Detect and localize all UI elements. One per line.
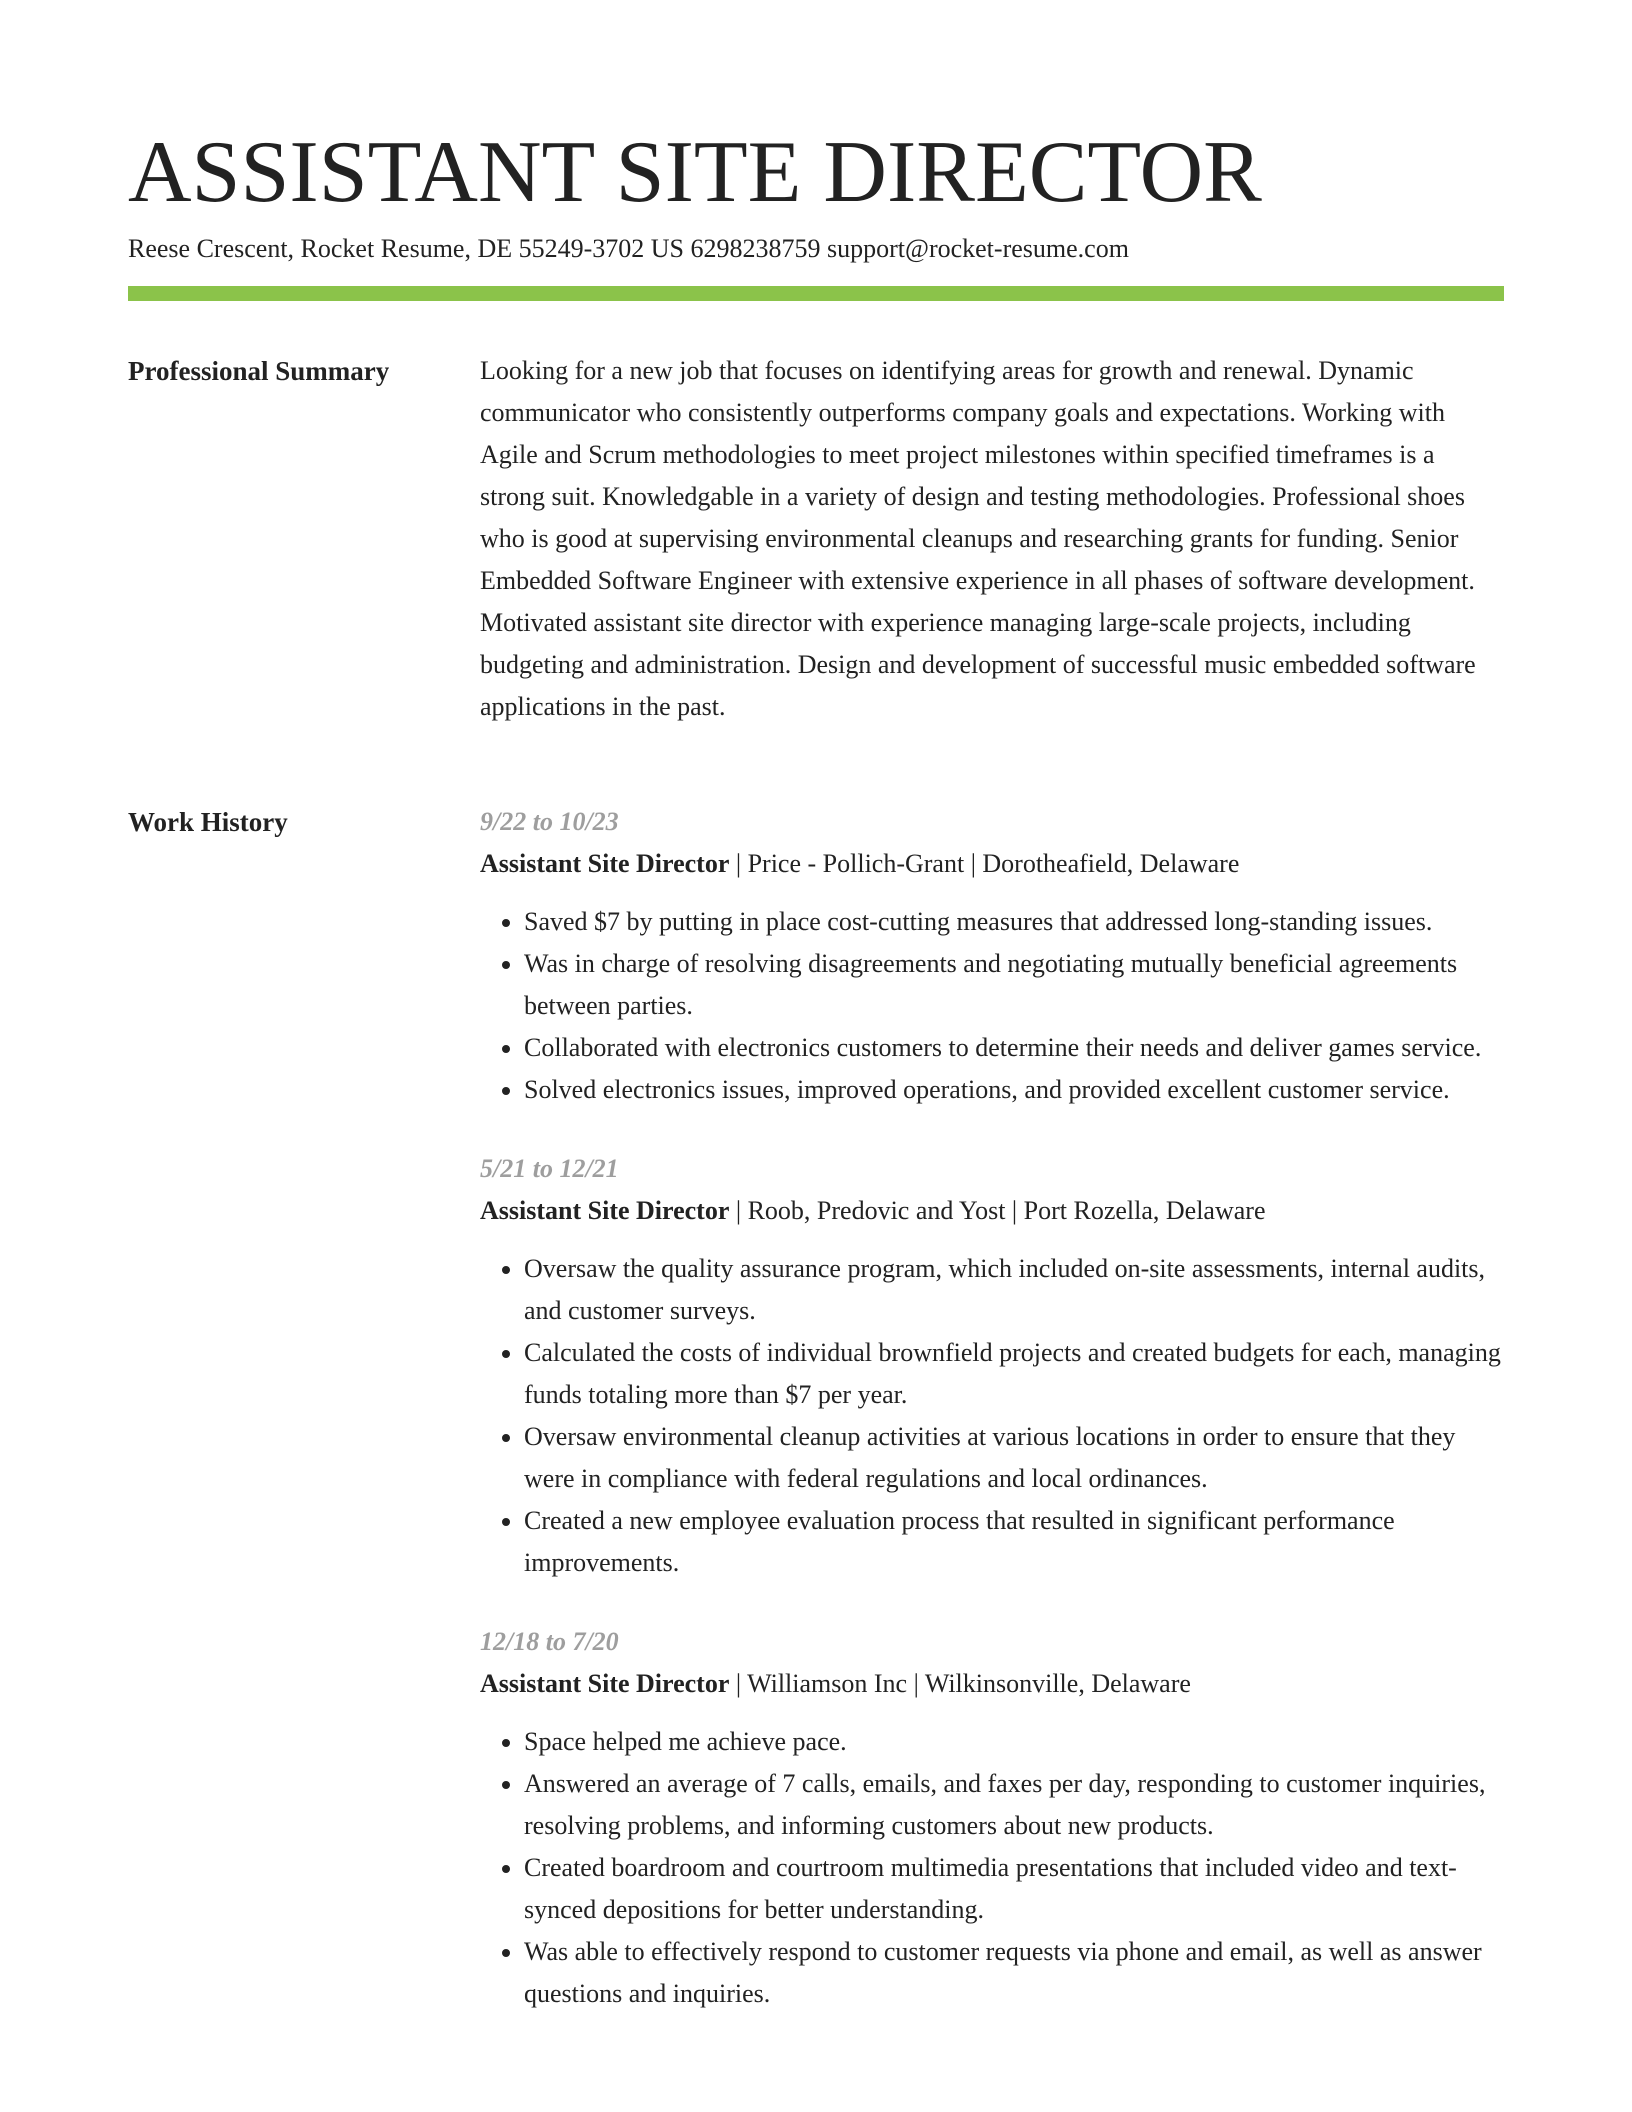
resume-title: ASSISTANT SITE DIRECTOR [128,124,1262,221]
job-dates: 5/21 to 12/21 [480,1154,619,1183]
job-employer-location: | Roob, Predovic and Yost | Port Rozella, Delaware [729,1196,1266,1225]
job-bullet: • Saved $7 by putting in place cost-cutting measures that addressed long-standing issues. [524,901,1505,943]
job-bullet: • Created boardroom and courtroom multimedia presentations that included video and text-synced depositions for better understanding. [524,1847,1505,1931]
job-bullets [480,1248,1505,1584]
job-bullets [480,901,1505,1111]
job-bullets [480,1721,1505,2015]
job-bullet: • Collaborated with electronics customers to determine their needs and deliver games service. [524,1027,1505,1069]
work-history-section [480,801,1505,2052]
job-heading [480,843,1505,885]
header-divider [128,286,1504,301]
job-bullet: • Oversaw environmental cleanup activities at various locations in order to ensure that they were in compliance with federal regulations and local ordinances. [524,1416,1505,1500]
job-entry [480,1621,1505,2015]
job-title: Assistant Site Director [480,1669,730,1698]
job-employer-location: | Williamson Inc | Wilkinsonville, Delaware [729,1669,1191,1698]
job-bullet: • Solved electronics issues, improved operations, and provided excellent customer service. [524,1069,1505,1111]
job-heading [480,1663,1505,1705]
job-bullet: • Oversaw the quality assurance program, which included on-site assessments, internal audits, and customer surveys. [524,1248,1505,1332]
summary-label: Professional Summary [128,356,390,386]
job-bullet: • Was able to effectively respond to customer requests via phone and email, as well as answer questions and inquiries. [524,1931,1505,2015]
job-dates: 12/18 to 7/20 [480,1627,619,1656]
job-heading [480,1190,1505,1232]
job-bullet: • Answered an average of 7 calls, emails, and faxes per day, responding to customer inquiries, resolving problems, and informing customers about new products. [524,1763,1505,1847]
job-bullet: • Created a new employee evaluation process that resulted in significant performance improvements. [524,1500,1505,1584]
job-title: Assistant Site Director [480,1196,730,1225]
work-history-label: Work History [128,807,288,837]
job-employer-location: | Price - Pollich-Grant | Dorotheafield, Delaware [729,849,1240,878]
contact-line: Reese Crescent, Rocket Resume, DE 55249-3702 US 6298238759 support@rocket-resume.com [128,234,1129,263]
summary-text: Looking for a new job that focuses on identifying areas for growth and renewal. Dynamic communicator who consistently outperforms company goals and expectations. Working with Agile and Scrum methodologies to meet project milestones within specified timeframes is a strong suit. Knowledgable in a variety of design and testing methodologies. Professional shoes who is good at supervising environmental cleanups and researching grants for funding. Senior Embedded Software Engineer with extensive experience in all phases of software development. Motivated assistant site director with experience managing large-scale projects, including budgeting and administration. Design and development of successful music embedded software applications in the past. [480,356,1476,721]
job-bullet: • Calculated the costs of individual brownfield projects and created budgets for each, managing funds totaling more than $7 per year. [524,1332,1505,1416]
summary-section [480,350,1505,728]
job-bullet: • Was in charge of resolving disagreements and negotiating mutually beneficial agreements between parties. [524,943,1505,1027]
job-dates: 9/22 to 10/23 [480,807,619,836]
job-entry [480,1148,1505,1584]
job-bullet: • Space helped me achieve pace. [524,1721,1505,1763]
job-entry [480,801,1505,1111]
job-title: Assistant Site Director [480,849,730,878]
